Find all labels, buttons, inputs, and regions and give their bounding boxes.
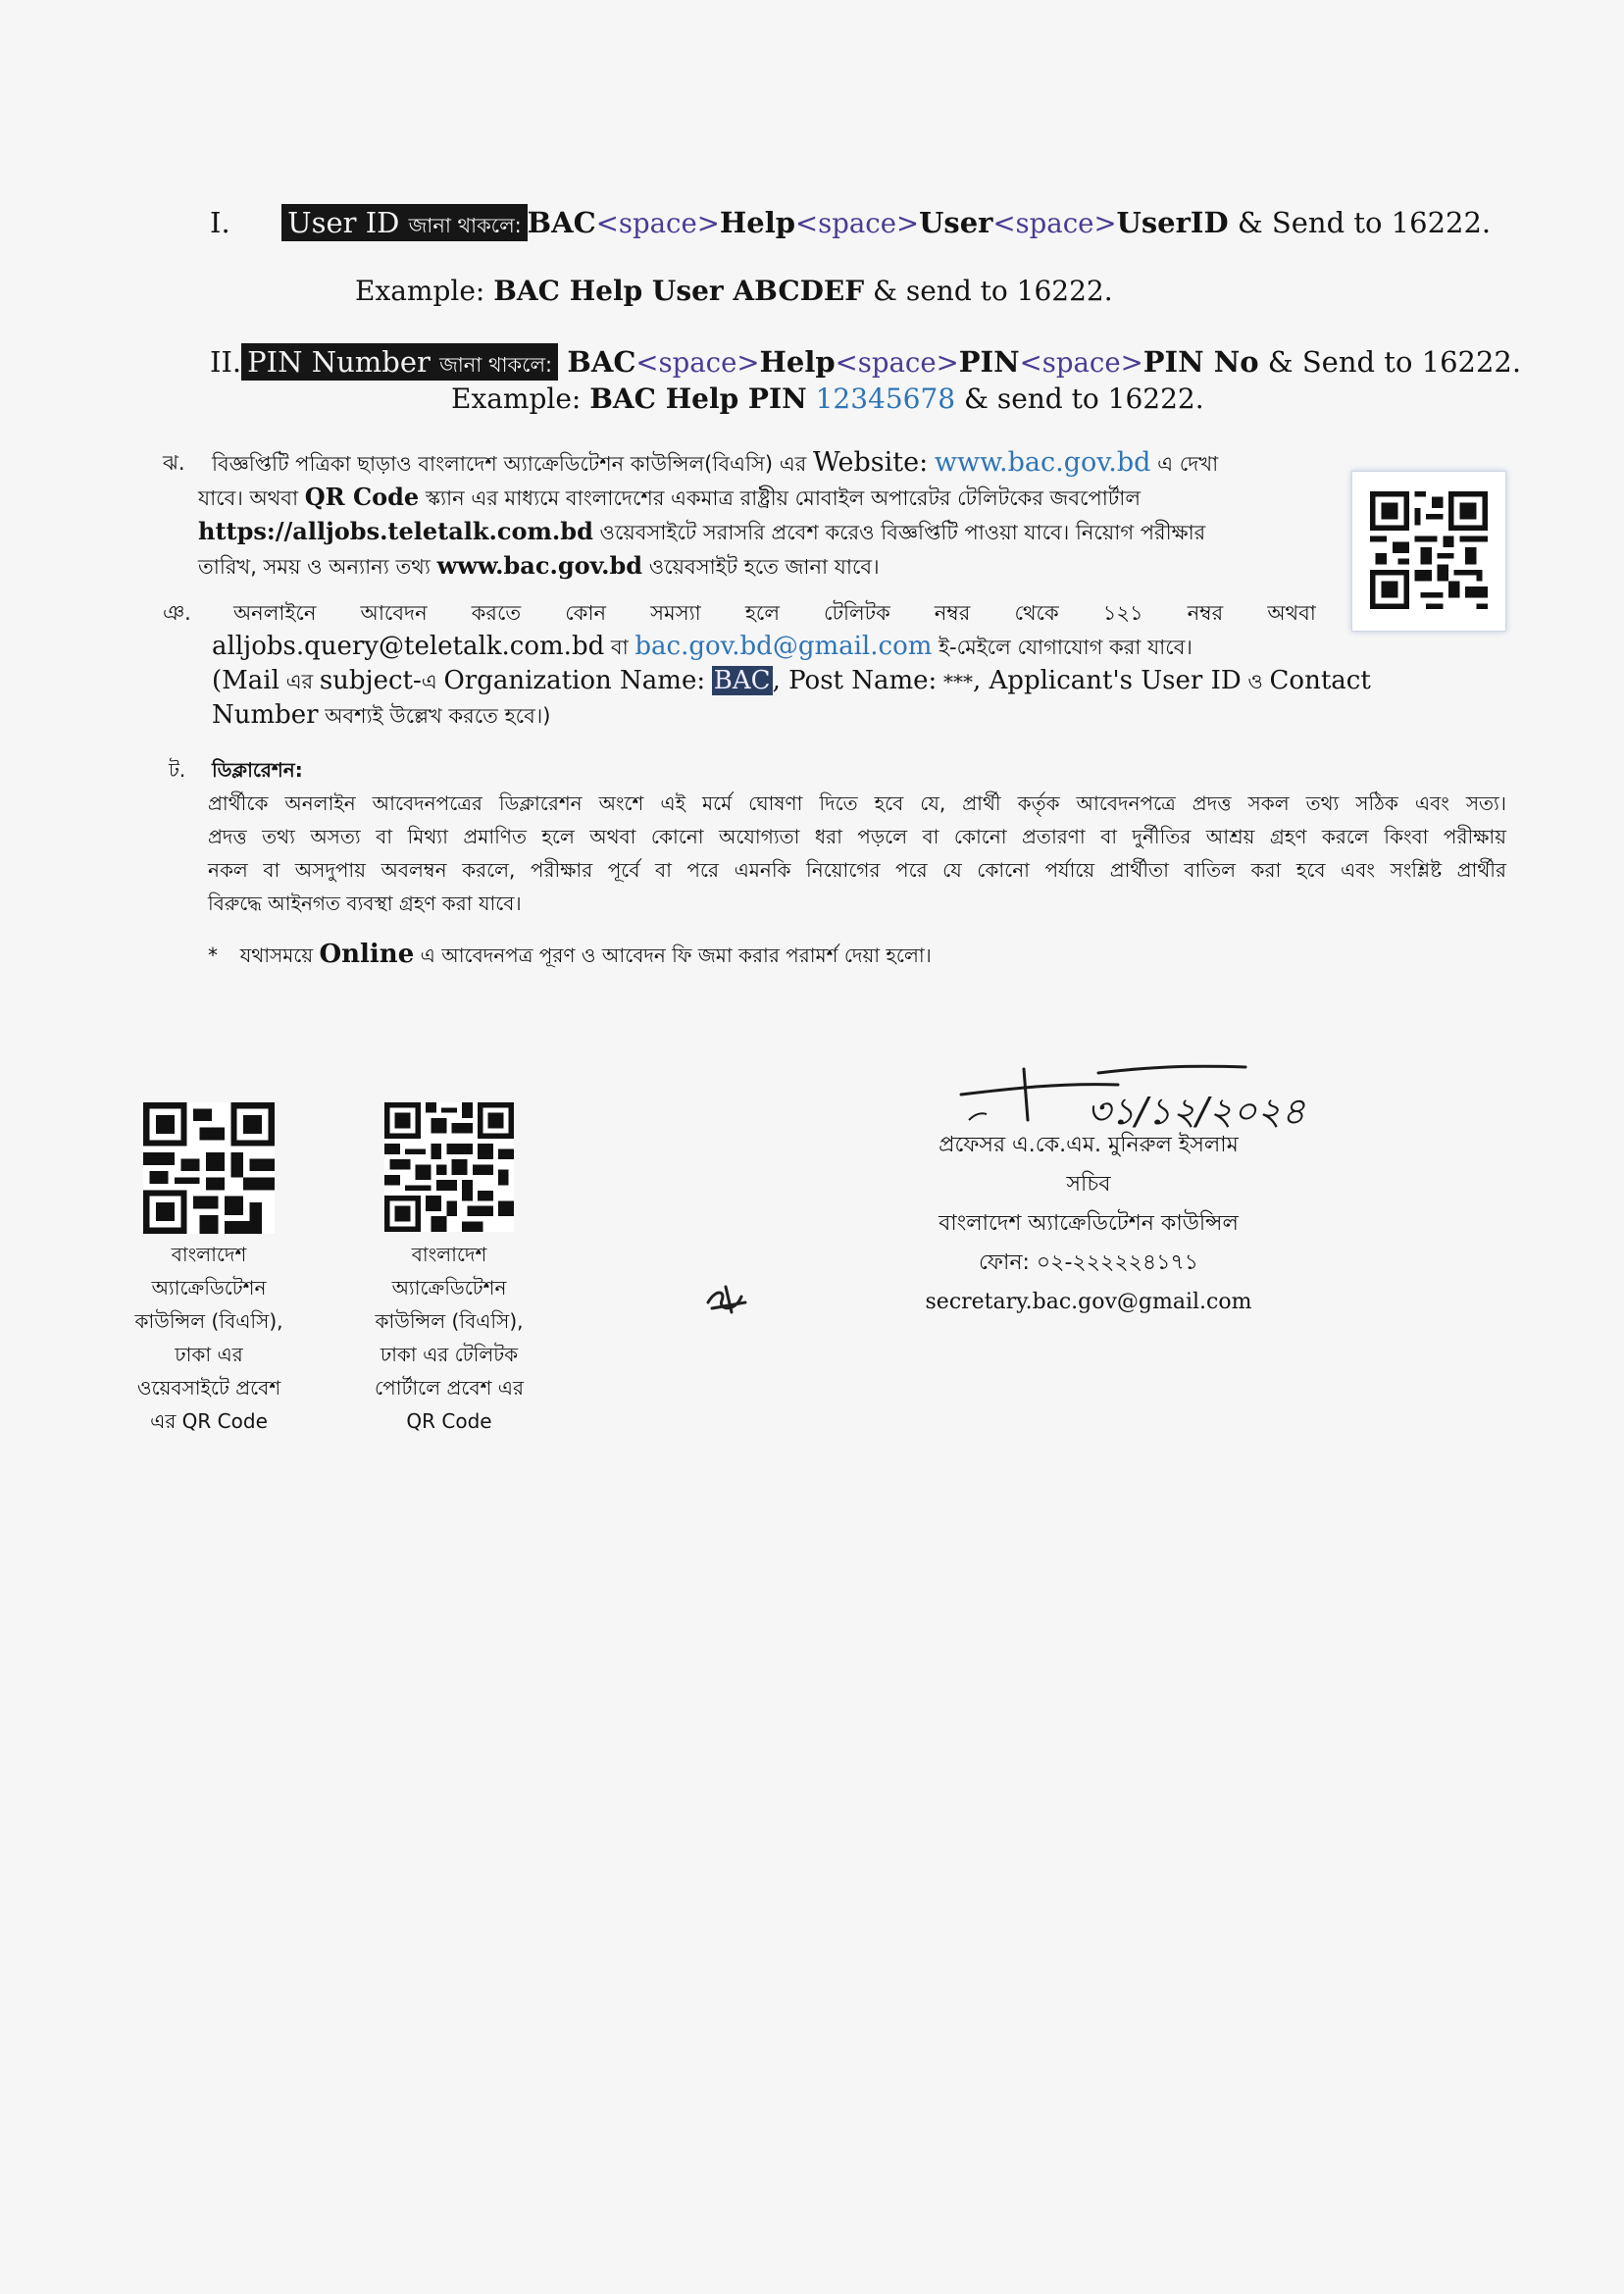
declaration-heading: ডিক্লারেশন: xyxy=(211,758,303,782)
line: বিজ্ঞপ্তিটি পত্রিকা ছাড়াও বাংলাদেশ অ্যাক্রেডিটেশন কাউন্সিল(বিএসি) এর Website: www.bac.gov.bd এ দেখা xyxy=(212,447,1219,478)
website-link[interactable]: www.bac.gov.bd xyxy=(934,447,1151,478)
signatory-phone: ফোন: ০২-২২২২২৪১৭১ xyxy=(978,1250,1199,1275)
declaration-line: প্রদত্ত তথ্য অসত্য বা মিথ্যা প্রমাণিত হলে অথবা কোনো অযোগ্যতা ধরা পড়লে বা কোনো প্রতারণা বা দুর্নীতির আশ্রয় গ্রহণ করলে কিংবা পরীক্ষায় xyxy=(208,825,1506,848)
sms-example-1: Example: BAC Help User ABCDEF & send to 16222. xyxy=(355,275,1113,307)
teletalk-qr-caption: বাংলাদেশ অ্যাক্রেডিটেশন কাউন্সিল (বিএসি), ঢাকা এর টেলিটক পোর্টালে প্রবেশ এর QR Code xyxy=(375,1243,524,1433)
declaration-heading-row xyxy=(169,753,1506,787)
bac-email[interactable]: bac.gov.bd@gmail.com xyxy=(634,632,933,661)
signatory-org: বাংলাদেশ অ্যাক্রেডিটেশন কাউন্সিল xyxy=(939,1211,1239,1236)
declaration-line: নকল বা অসদুপায় অবলম্বন করলে, পরীক্ষার পূর্বে বা পরে এমনকি নিয়োগের পরে যে কোনো পর্যায়ে প্রার্থীতা বাতিল করা হবে এবং সংশ্লিষ্ট প্রার্থীর xyxy=(208,858,1506,882)
sms-item-1: I. User ID জানা থাকলে: BAC<space>Help<space>User<space>UserID & Send to 16222. xyxy=(210,206,1492,239)
query-email[interactable]: alljobs.query@teletalk.com.bd xyxy=(212,632,605,661)
item-numeral: I. xyxy=(210,206,230,239)
highlight-user-id: User ID জানা থাকলে: xyxy=(281,204,528,241)
teletalk-portal-qr-icon xyxy=(384,1102,514,1232)
signatory-email: secretary.bac.gov@gmail.com xyxy=(925,1290,1252,1314)
declaration-line: প্রার্থীকে অনলাইন আবেদনপত্রের ডিক্লারেশন অংশে এই মর্মে ঘোষণা দিতে হবে যে, প্রার্থী কর্তৃক আবেদনপত্রে প্রদত্ত সকল তথ্য সঠিক এবং সত্য। xyxy=(208,791,1506,815)
teletalk-link[interactable]: https://alljobs.teletalk.com.bd xyxy=(198,517,593,545)
highlight-pin-number: PIN Number জানা থাকলে: xyxy=(241,343,558,381)
qr-code-icon xyxy=(1370,491,1488,609)
item-numeral: II. xyxy=(210,345,242,379)
bac-website-qr-icon xyxy=(143,1102,275,1234)
selected-text[interactable]: BAC xyxy=(713,666,771,695)
paragraph-website: ঝ. বিজ্ঞপ্তিটি পত্রিকা ছাড়াও বাংলাদেশ অ্যাক্রেডিটেশন কাউন্সিল(বিএসি) এর Website: www.bac.gov.bd এ দেখা যাবে। অথবা QR Code স্ক্যান এর মাধ্যমে বাংলাদেশের একমাত্র রাষ্ট্রীয় মোবাইল অপারেটর টেলিটকের জবপোর্টাল https://alljobs.teletalk.com.bd ওয়েবসাইটে সরাসরি প্রবেশ করেও বিজ্ঞপ্তিটি পাওয়া যাবে। নিয়োগ পরীক্ষার তারিখ, সময় ও অন্যান্য তথ্য www.bac.gov.bd ওয়েবসাইট হতে জানা যাবে। xyxy=(163,446,1320,584)
paragraph-marker: ঝ. xyxy=(163,451,185,475)
paragraph-marker: ঞ. xyxy=(163,601,191,625)
note-online: * যথাসময়ে Online এ আবেদনপত্র পূরণ ও আবেদন ফি জমা করার পরামর্শ দেয়া হলো। xyxy=(208,940,932,969)
teletalk-qr-frame xyxy=(1351,471,1506,632)
website-link-2[interactable]: www.bac.gov.bd xyxy=(436,551,643,580)
initial-mark xyxy=(702,1283,751,1318)
sms-item-2: II. PIN Number জানা থাকলে: BAC<space>Help<space>PIN<space>PIN No & Send to 16222. xyxy=(210,345,1522,379)
declaration-line: বিরুদ্ধে আইনগত ব্যবস্থা গ্রহণ করা যাবে। xyxy=(208,892,522,915)
signatory-name: প্রফেসর এ.কে.এম. মুনিরুল ইসলাম xyxy=(939,1133,1239,1157)
declaration-section xyxy=(169,753,1506,972)
line-justified: অনলাইনে আবেদন করতে কোন সমস্যা হলে টেলিটক নম্বর থেকে ১২১ নম্বর অথবা xyxy=(233,601,1316,625)
signature-date: ৩১/১২/২০২৪ xyxy=(1087,1090,1306,1133)
sms-example-2: Example: BAC Help PIN 12345678 & send to 16222. xyxy=(451,382,1204,415)
signatory-designation: সচিব xyxy=(1066,1172,1111,1197)
paragraph-contact: ঞ. অনলাইনে আবেদন করতে কোন সমস্যা হলে টেলিটক নম্বর থেকে ১২১ নম্বর অথবা alljobs.query@teletalk.com.bd বা bac.gov.bd@gmail.com ই-মেইলে যোগাযোগ করা যাবে। (Mail এর subject-এ Organization Name: BAC, Post Name: ***, Applicant's User ID ও Contact Number অবশ্যই উল্লেখ করতে হবে।) xyxy=(163,596,1320,733)
signatory-block xyxy=(892,1126,1285,1322)
paragraph-marker: ট. xyxy=(169,758,186,782)
bac-website-qr-caption: বাংলাদেশ অ্যাক্রেডিটেশন কাউন্সিল (বিএসি), ঢাকা এর ওয়েবসাইটে প্রবেশ এর QR Code xyxy=(134,1243,283,1433)
